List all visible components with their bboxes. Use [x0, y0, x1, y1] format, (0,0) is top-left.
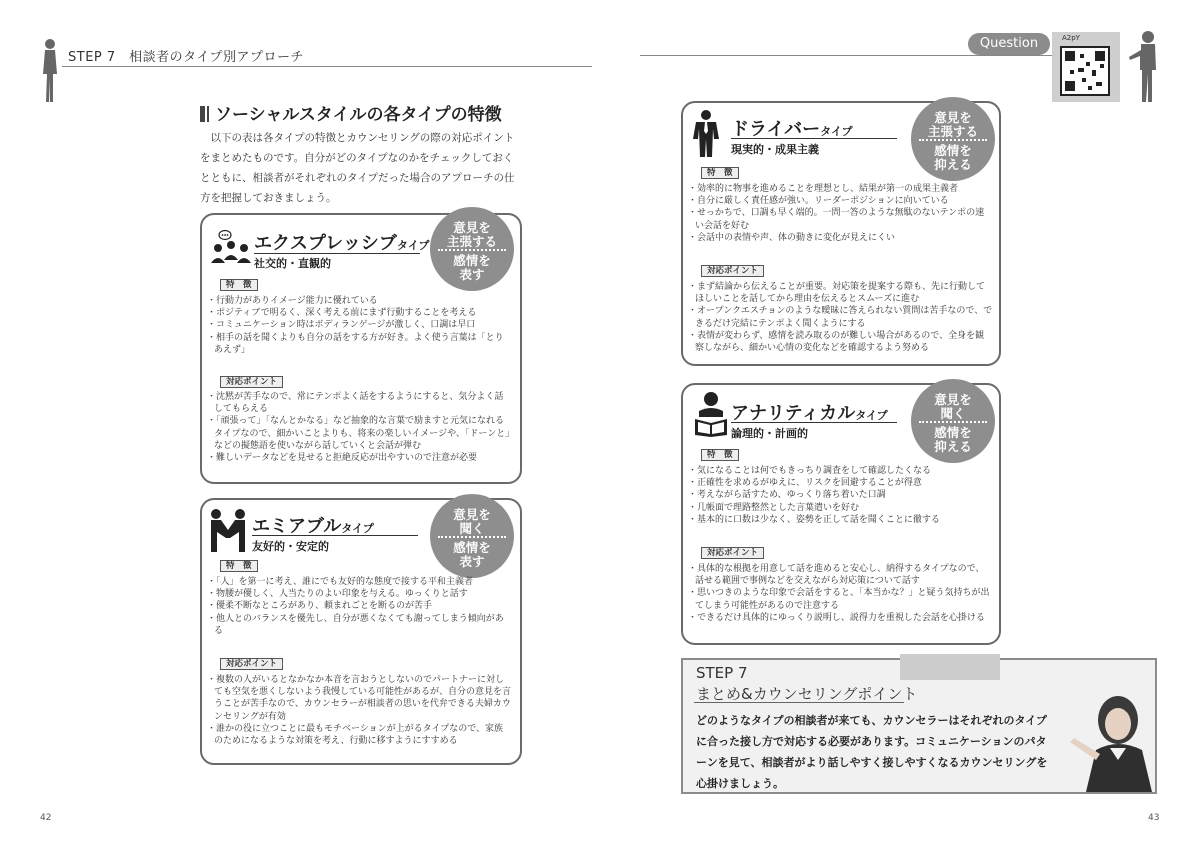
- list-item: ・ 自分に厳しく責任感が強い。リーダーポジションに向いている: [688, 195, 993, 207]
- woman-silhouette-icon: [40, 38, 60, 104]
- list-item: ・ 「頑張って」「なんとかなる」など抽象的な言葉で励ますと元気になれるタイプなので、細かいことよりも、将来の楽しいイメージや、「ドーンと」などの擬態語を使いながら話していくと会話が弾む: [207, 415, 512, 452]
- type-card-expressive: [200, 213, 522, 484]
- list-item: ・ 行動力がありイメージ能力に優れている: [207, 295, 512, 307]
- page-number-right: 43: [1148, 813, 1160, 823]
- points-label: 対応ポイント: [220, 658, 283, 670]
- list-item: ・ 表情が変わらず、感情を読み取るのが難しい場合があるので、全身を観察しながら、細かい心情の変化などを確認するよう努める: [688, 330, 993, 354]
- card-subtitle: 現実的・成果主義: [731, 143, 819, 156]
- list-item: ・ 誰かの役に立つことに最もモチベーションが上がるタイプなので、家族のためになるような対策を考え、行動に移すようにすすめる: [207, 723, 512, 747]
- title-underline: [731, 138, 897, 139]
- style-badge: 意見を 聞く 感情を 抑える: [911, 379, 995, 463]
- list-item: ・ 会話中の表情や声、体の動きに変化が見えにくい: [688, 232, 993, 244]
- people-talking-icon: [210, 229, 252, 263]
- title-underline: [252, 535, 418, 536]
- summary-title: まとめ&カウンセリングポイント: [696, 685, 918, 703]
- type-card-driver: [681, 101, 1001, 366]
- section-heading: [200, 100, 502, 125]
- list-item: ・ 物腰が優しく、人当たりのよい印象を与える。ゆっくりと話す: [207, 588, 512, 600]
- type-card-analytical: [681, 383, 1001, 645]
- list-item: ・ ポジティブで明るく、深く考える前にまず行動することを考える: [207, 307, 512, 319]
- list-item: ・ 複数の人がいるとなかなか本音を言おうとしないのでパートナーに対しても空気を悪くしないよう我慢している可能性があるが、自分の意見を言うことが苦手なので、カウンセラーが相談者の思いを代弁できる夫婦カウンセリングが有効: [207, 674, 512, 723]
- summary-text: どのようなタイプの相談者が来ても、カウンセラーはそれぞれのタイプに合った接し方で対応する必要があります。コミュニケーションのパターンを見て、相談者がより話しやすく接しやすくなるカウンセリングを心掛けましょう。: [696, 714, 1048, 790]
- card-title: エミアブルタイプ: [252, 516, 374, 537]
- card-subtitle: 社交的・直観的: [254, 257, 331, 270]
- list-item: ・ 正確性を求めるがゆえに、リスクを回避することが得意: [688, 477, 993, 489]
- features-label: 特 徴: [701, 167, 739, 179]
- card-title: ドライバータイプ: [731, 119, 853, 140]
- person-reading-icon: [693, 391, 729, 437]
- list-item: ・ まず結論から伝えることが重要。対応策を提案する際も、先に行動してほしいことを話してから理由を伝えるとスムーズに進む: [688, 281, 993, 305]
- type-card-amiable: [200, 498, 522, 765]
- card-subtitle: 友好的・安定的: [252, 540, 329, 553]
- list-item: ・ 効率的に物事を進めることを理想とし、結果が第一の成果主義者: [688, 183, 993, 195]
- qr-code[interactable]: [1052, 32, 1120, 102]
- points-label: 対応ポイント: [220, 376, 283, 388]
- handshake-people-icon: [208, 508, 248, 552]
- intro-paragraph: 以下の表は各タイプの特徴とカウンセリングの際の対応ポイントをまとめたものです。自分がどのタイプなのかをチェックしておくとともに、相談者がそれぞれのタイプだった場合のアプローチの仕方を把握しておきましょう。: [200, 132, 515, 204]
- style-badge: 意見を 主張する 感情を 抑える: [911, 97, 995, 181]
- header-divider-right: [640, 55, 1052, 56]
- features-list: [688, 465, 993, 526]
- heading-bar-icon: [200, 106, 205, 122]
- points-label: 対応ポイント: [701, 265, 764, 277]
- title-underline: [731, 422, 897, 423]
- list-item: ・ 他人とのバランスを優先し、自分が悪くなくても謝ってしまう傾向がある: [207, 613, 512, 637]
- list-item: ・ できるだけ具体的にゆっくり説明し、説得力を重視した会話を心掛ける: [688, 612, 993, 624]
- list-item: ・ 考えながら話すため、ゆっくり落ち着いた口調: [688, 489, 993, 501]
- list-item: ・ 沈黙が苦手なので、常にテンポよく話をするようにすると、気分よく話してもらえる: [207, 391, 512, 415]
- summary-title-underline: [694, 702, 904, 703]
- features-label: 特 徴: [701, 449, 739, 461]
- points-list: [688, 281, 993, 354]
- points-list: [207, 674, 512, 747]
- style-badge: 意見を 聞く 感情を 表す: [430, 494, 514, 578]
- list-item: ・ 几帳面で理路整然とした言葉遣いを好む: [688, 502, 993, 514]
- list-item: ・ コミュニケーション時はボディランゲージが激しく、口調は早口: [207, 319, 512, 331]
- features-list: [207, 576, 512, 637]
- list-item: ・ 難しいデータなどを見せると拒絶反応が出やすいので注意が必要: [207, 452, 512, 464]
- features-list: [207, 295, 512, 356]
- list-item: ・ 「人」を第一に考え、誰にでも友好的な態度で接する平和主義者: [207, 576, 512, 588]
- points-list: [207, 391, 512, 464]
- qr-code-icon: [1060, 46, 1110, 96]
- section-title: ソーシャルスタイルの各タイプの特徴: [215, 105, 502, 125]
- summary-tab-decoration: [900, 654, 1000, 680]
- qr-label: A2pY: [1062, 34, 1080, 42]
- summary-step: STEP 7: [696, 664, 748, 682]
- points-list: [688, 563, 993, 624]
- step-title: STEP 7 相談者のタイプ別アプローチ: [68, 50, 304, 65]
- list-item: ・ 具体的な根拠を用意して話を進めると安心し、納得するタイプなので、話せる範囲で事例などを交えながら対応策について話す: [688, 563, 993, 587]
- question-tab[interactable]: Question: [968, 33, 1050, 55]
- title-underline: [254, 253, 420, 254]
- card-title: アナリティカルタイプ: [731, 403, 888, 424]
- features-label: 特 徴: [220, 560, 258, 572]
- points-label: 対応ポイント: [701, 547, 764, 559]
- features-label: 特 徴: [220, 279, 258, 291]
- list-item: ・ せっかちで、口調も早く端的。一問一答のような無駄のないテンポの速い会話を好む: [688, 207, 993, 231]
- man-silhouette-icon: [1128, 30, 1164, 104]
- list-item: ・ 気になることは何でもきっちり調査をして確認したくなる: [688, 465, 993, 477]
- list-item: ・ オープンクエスチョンのような曖昧に答えられない質問は苦手なので、できるだけ完結にテンポよく聞くようにする: [688, 305, 993, 329]
- card-title: エクスプレッシブタイプ: [254, 233, 430, 254]
- features-list: [688, 183, 993, 244]
- page-header-left: [30, 38, 590, 108]
- list-item: ・ 優柔不断なところがあり、頼まれごとを断るのが苦手: [207, 600, 512, 612]
- businessman-icon: [693, 109, 719, 157]
- heading-bar-icon: [207, 106, 209, 122]
- counselor-photo-icon: [1066, 690, 1156, 792]
- card-subtitle: 論理的・計画的: [731, 427, 808, 440]
- style-badge: 意見を 主張する 感情を 表す: [430, 207, 514, 291]
- list-item: ・ 基本的に口数は少なく、姿勢を正して話を聞くことに徹する: [688, 514, 993, 526]
- list-item: ・ 相手の話を聞くよりも自分の話をする方が好き。よく使う言葉は「とりあえず」: [207, 332, 512, 356]
- header-divider: [62, 66, 592, 67]
- page-number-left: 42: [40, 813, 52, 823]
- list-item: ・ 思いつきのような印象で会話をすると、「本当かな？」と疑う気持ちが出てしまう可能性があるので注意する: [688, 587, 993, 611]
